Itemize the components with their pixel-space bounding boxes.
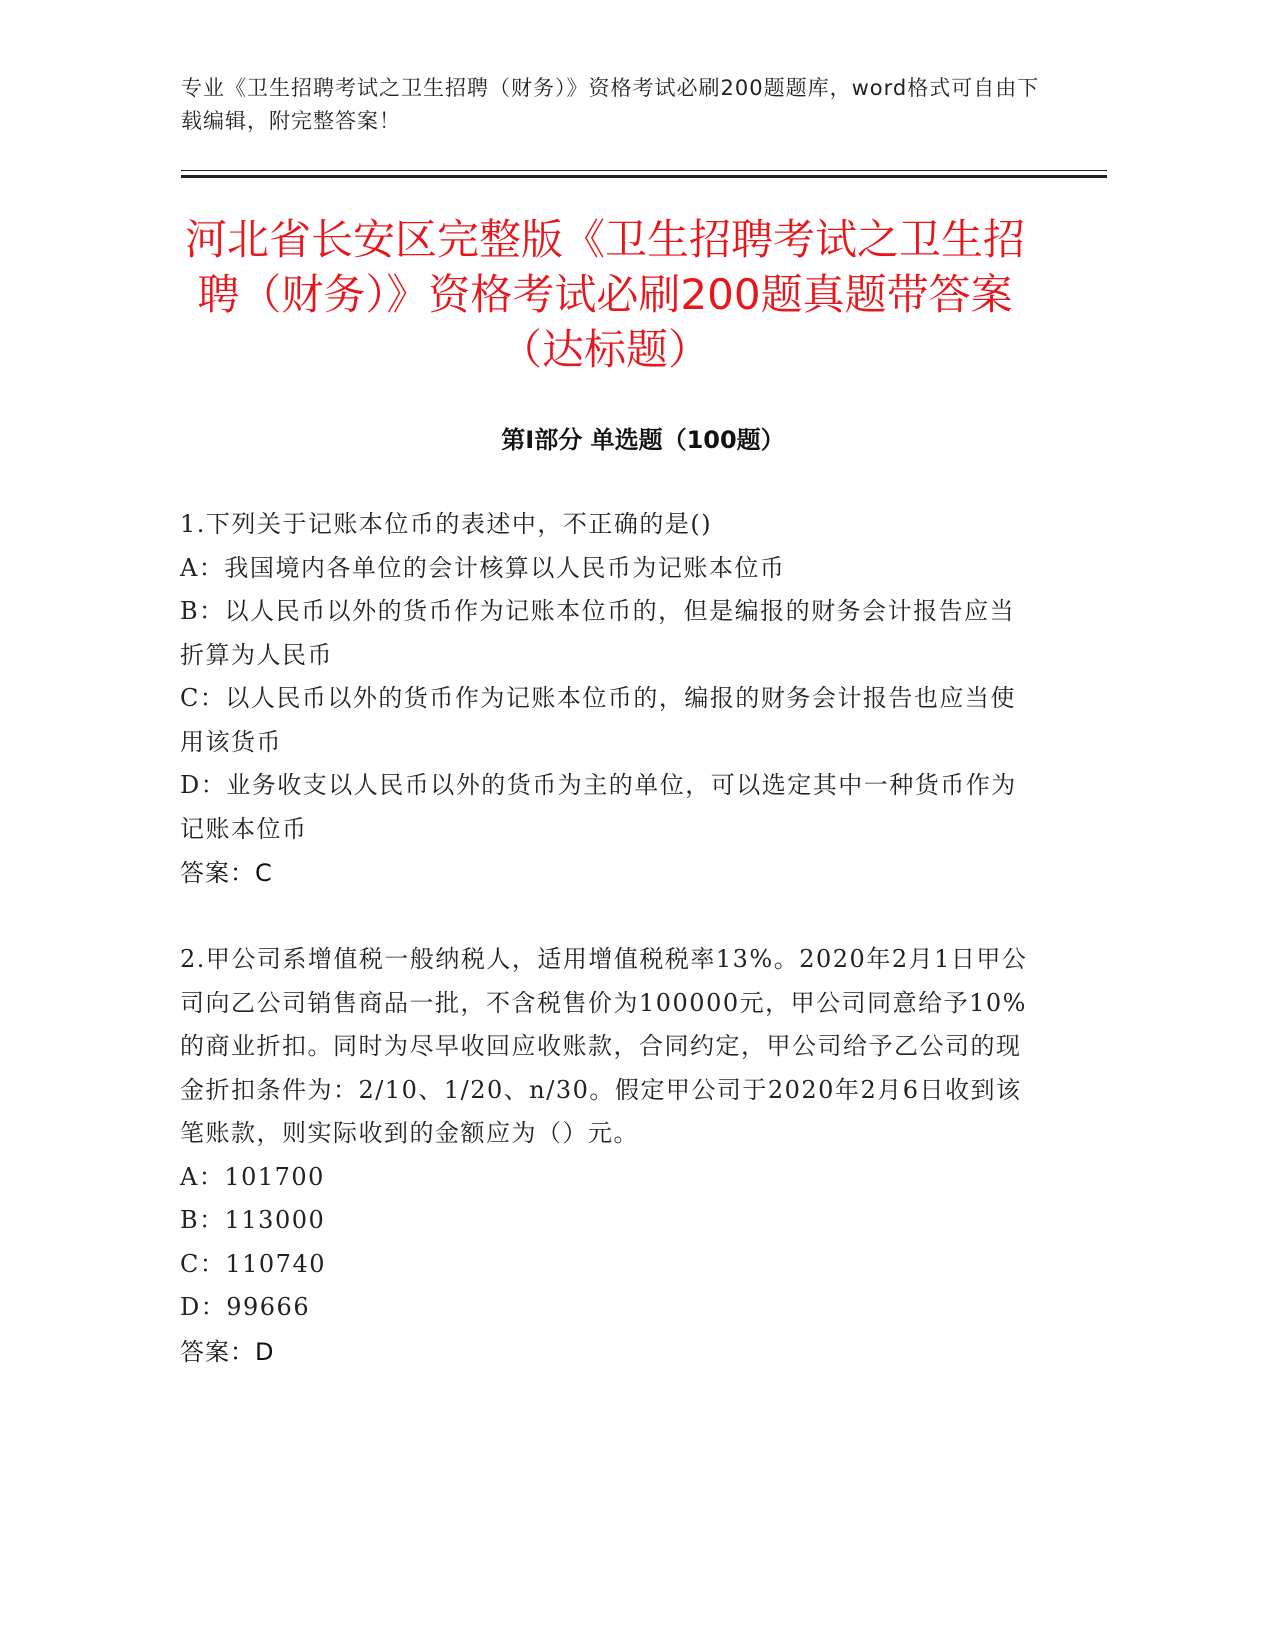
question-1 <box>180 503 1040 896</box>
option-b: B：113000 <box>180 1206 326 1234</box>
question-2 <box>180 938 1040 1374</box>
question-stem: 1.下列关于记账本位币的表述中，不正确的是() <box>180 510 713 538</box>
option-c: C：以人民币以外的货币作为记账本位币的，编报的财务会计报告也应当使用该货币 <box>180 684 1016 756</box>
header-divider-thin <box>181 170 1107 171</box>
document-title: 河北省长安区完整版《卫生招聘考试之卫生招聘（财务）》资格考试必刷200题真题带答案（达标题） <box>184 215 1025 374</box>
option-d: D：99666 <box>180 1293 311 1321</box>
option-b: B：以人民币以外的货币作为记账本位币的，但是编报的财务会计报告应当折算为人民币 <box>180 597 1016 669</box>
header-divider-thick <box>181 175 1107 178</box>
section-title: 第Ⅰ部分 单选题（100题） <box>501 426 785 454</box>
option-a: A：101700 <box>180 1162 325 1191</box>
answer: 答案：D <box>180 1337 275 1366</box>
question-stem: 2.甲公司系增值税一般纳税人，适用增值税税率13%。2020年2月1日甲公司向乙公司销售商品一批，不含税售价为100000元，甲公司同意给予10%的商业折扣。同时为尽早收回应收账款，合同约定，甲公司给予乙公司的现金折扣条件为：2/10、1/20、n/30。假定甲公司于2020年2月6日收到该笔账款，则实际收到的金额应为（）元。 <box>180 945 1028 1147</box>
option-c: C：110740 <box>180 1249 326 1278</box>
option-d: D：业务收支以人民币以外的货币为主的单位，可以选定其中一种货币作为记账本位币 <box>180 771 1017 843</box>
answer: 答案：C <box>180 859 273 887</box>
option-a: A：我国境内各单位的会计核算以人民币为记账本位币 <box>180 553 786 582</box>
header-note: 专业《卫生招聘考试之卫生招聘（财务）》资格考试必刷200题题库，word格式可自由下载编辑，附完整答案！ <box>181 76 1040 133</box>
